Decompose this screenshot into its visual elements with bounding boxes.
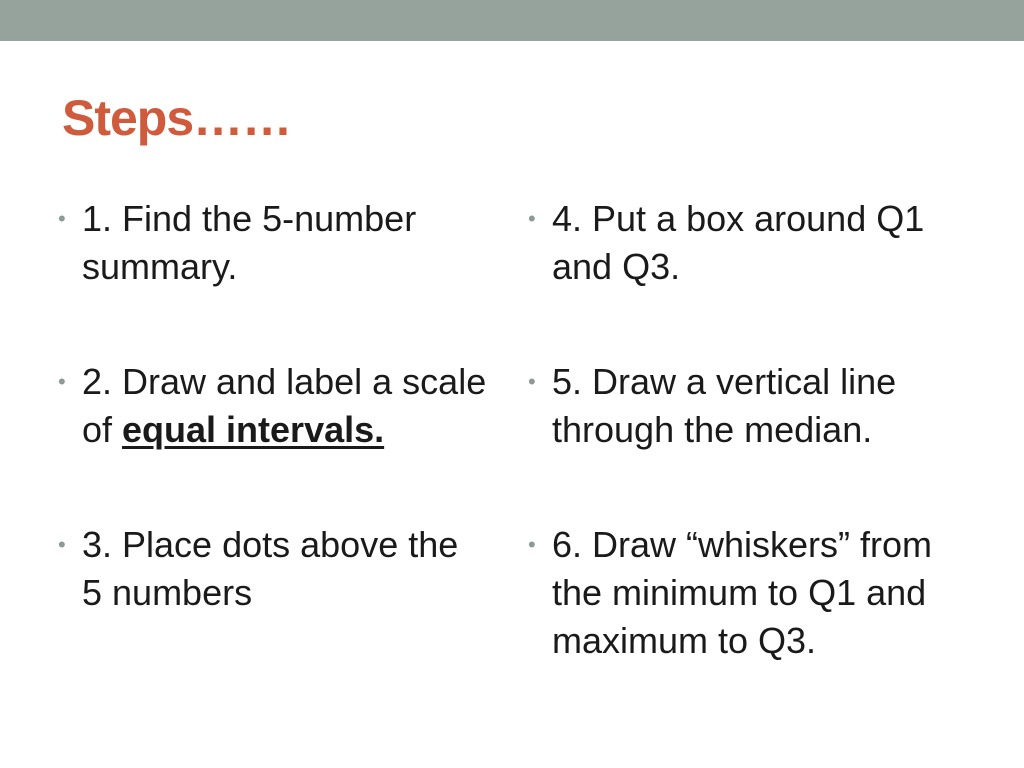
- step-5-text: 5. Draw a vertical line through the median.: [552, 361, 897, 450]
- bullet-icon: •: [58, 532, 66, 557]
- bullet-icon: •: [528, 206, 536, 231]
- step-3-text: 3. Place dots above the 5 numbers: [82, 524, 459, 613]
- step-3: [58, 521, 488, 617]
- step-6: [528, 521, 968, 665]
- step-4: [528, 195, 968, 291]
- step-2-text: 2. Draw and label a scale of: [82, 361, 487, 450]
- bullet-icon: •: [58, 369, 66, 394]
- bullet-icon: •: [528, 369, 536, 394]
- steps-right-column: [528, 195, 968, 665]
- step-1: [58, 195, 488, 291]
- step-4-text: 4. Put a box around Q1 and Q3.: [552, 198, 925, 287]
- steps-left-column: [58, 195, 488, 617]
- step-1-text: 1. Find the 5-number summary.: [82, 198, 417, 287]
- bullet-icon: •: [58, 206, 66, 231]
- slide-title: Steps……: [62, 90, 292, 146]
- step-6-text: 6. Draw “whiskers” from the minimum to Q1 and maximum to Q3.: [552, 524, 933, 661]
- step-2-emphasis: equal intervals.: [122, 409, 385, 450]
- bullet-icon: •: [528, 532, 536, 557]
- step-5: [528, 358, 968, 454]
- top-accent-bar: [0, 0, 1024, 41]
- step-2: [58, 358, 488, 454]
